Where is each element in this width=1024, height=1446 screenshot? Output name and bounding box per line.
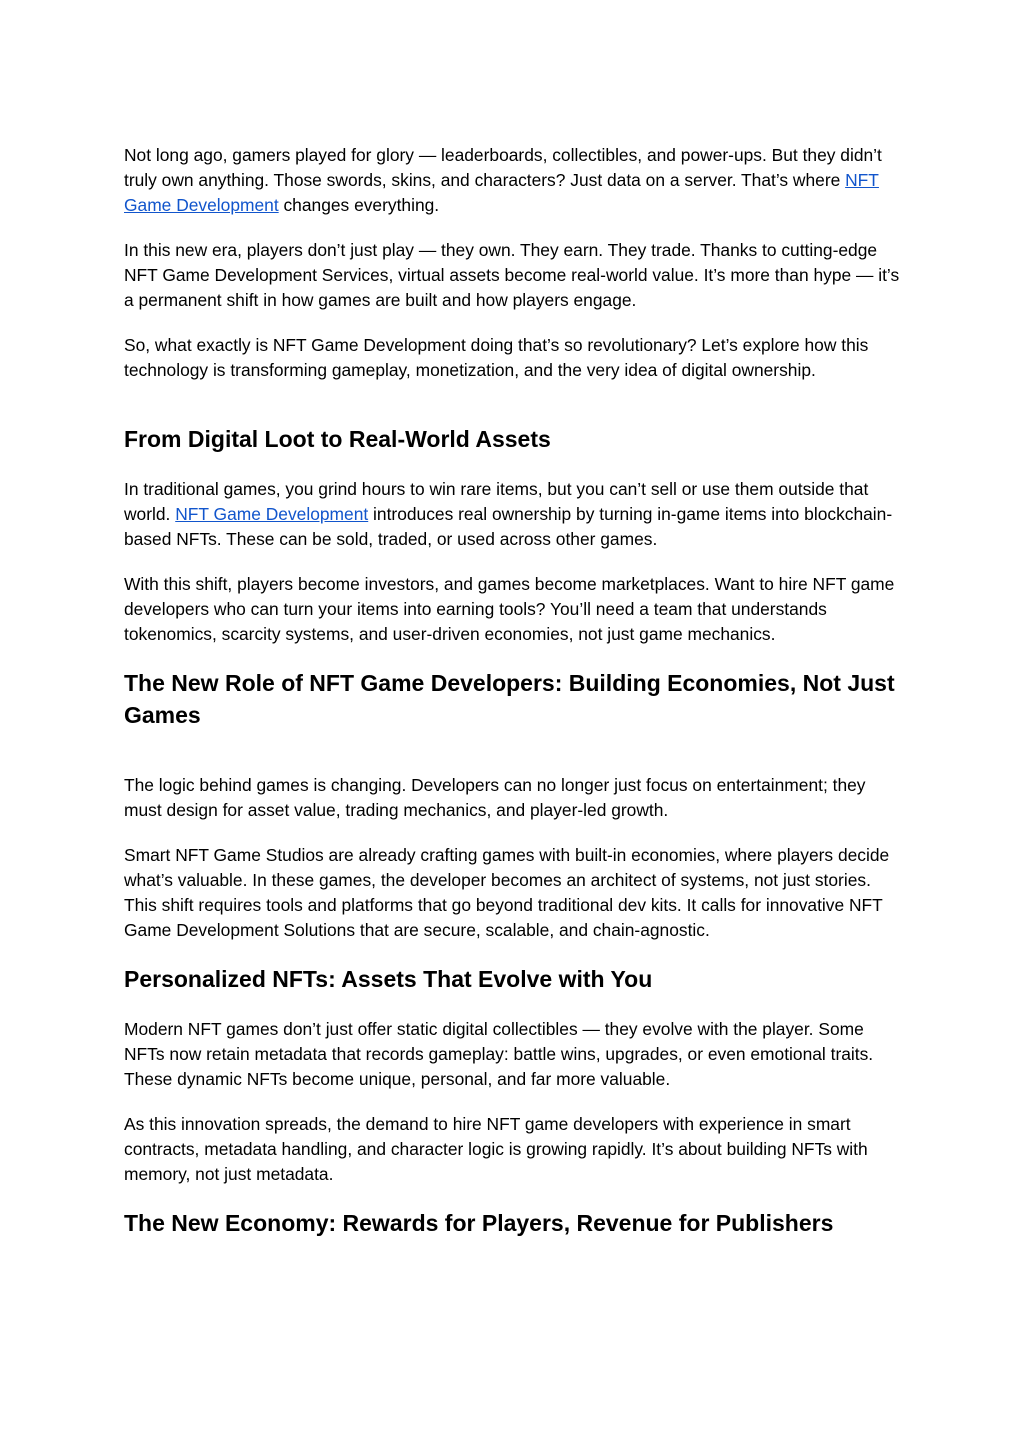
section-heading-new-economy: The New Economy: Rewards for Players, Revenue for Publishers [124,1210,834,1236]
section1-paragraph-1 [124,477,906,552]
document-page [124,143,906,1239]
intro-paragraph-1 [124,143,906,218]
section-heading-personalized-nfts: Personalized NFTs: Assets That Evolve with You [124,966,653,992]
nft-game-development-link-2[interactable]: NFT Game Development [175,504,369,524]
section2-paragraph-1: The logic behind games is changing. Developers can no longer just focus on entertainment; they must design for asset value, trading mechanics, and player-led growth. [124,775,866,820]
section-heading-new-role: The New Role of NFT Game Developers: Building Economies, Not Just Games [124,670,895,728]
section2-paragraph-2: Smart NFT Game Studios are already crafting games with built-in economies, where players decide what’s valuable. In these games, the developer becomes an architect of systems, not just stories. This shift requires tools and platforms that go beyond traditional dev kits. It calls for innovative NFT Game Development Solutions that are secure, scalable, and chain-agnostic. [124,845,890,940]
section3-paragraph-2: As this innovation spreads, the demand to hire NFT game developers with experience in smart contracts, metadata handling, and character logic is growing rapidly. It’s about building NFTs with memory, not just metadata. [124,1114,868,1184]
section1-p1-text-before: In traditional games, you grind hours to win rare items, but you can’t sell or use them outside that world. [124,479,869,524]
section1-p1-text-after: introduces real ownership by turning in-game items into blockchain-based NFTs. These can be sold, traded, or used across other games. [124,504,893,549]
intro-paragraph-3: So, what exactly is NFT Game Development doing that’s so revolutionary? Let’s explore how this technology is transforming gameplay, monetization, and the very idea of digital ownership. [124,335,869,380]
intro-p1-text-after: changes everything. [278,195,440,215]
intro-p1-text-before: Not long ago, gamers played for glory — leaderboards, collectibles, and power-ups. But they didn’t truly own anything. Those swords, skins, and characters? Just data on a server. That’s where [124,145,882,190]
section1-paragraph-2: With this shift, players become investors, and games become marketplaces. Want to hire NFT game developers who can turn your items into earning tools? You’ll need a team that understands tokenomics, scarcity systems, and user-driven economies, not just game mechanics. [124,574,895,644]
section-heading-digital-loot: From Digital Loot to Real-World Assets [124,426,551,452]
nft-game-development-link[interactable]: NFT Game Development [124,170,879,215]
section3-paragraph-1: Modern NFT games don’t just offer static digital collectibles — they evolve with the player. Some NFTs now retain metadata that records gameplay: battle wins, upgrades, or even emotional traits. These dynamic NFTs become unique, personal, and far more valuable. [124,1019,874,1089]
intro-paragraph-2: In this new era, players don’t just play — they own. They earn. They trade. Thanks to cutting-edge NFT Game Development Services, virtual assets become real-world value. It’s more than hype — it’s a permanent shift in how games are built and how players engage. [124,240,900,310]
